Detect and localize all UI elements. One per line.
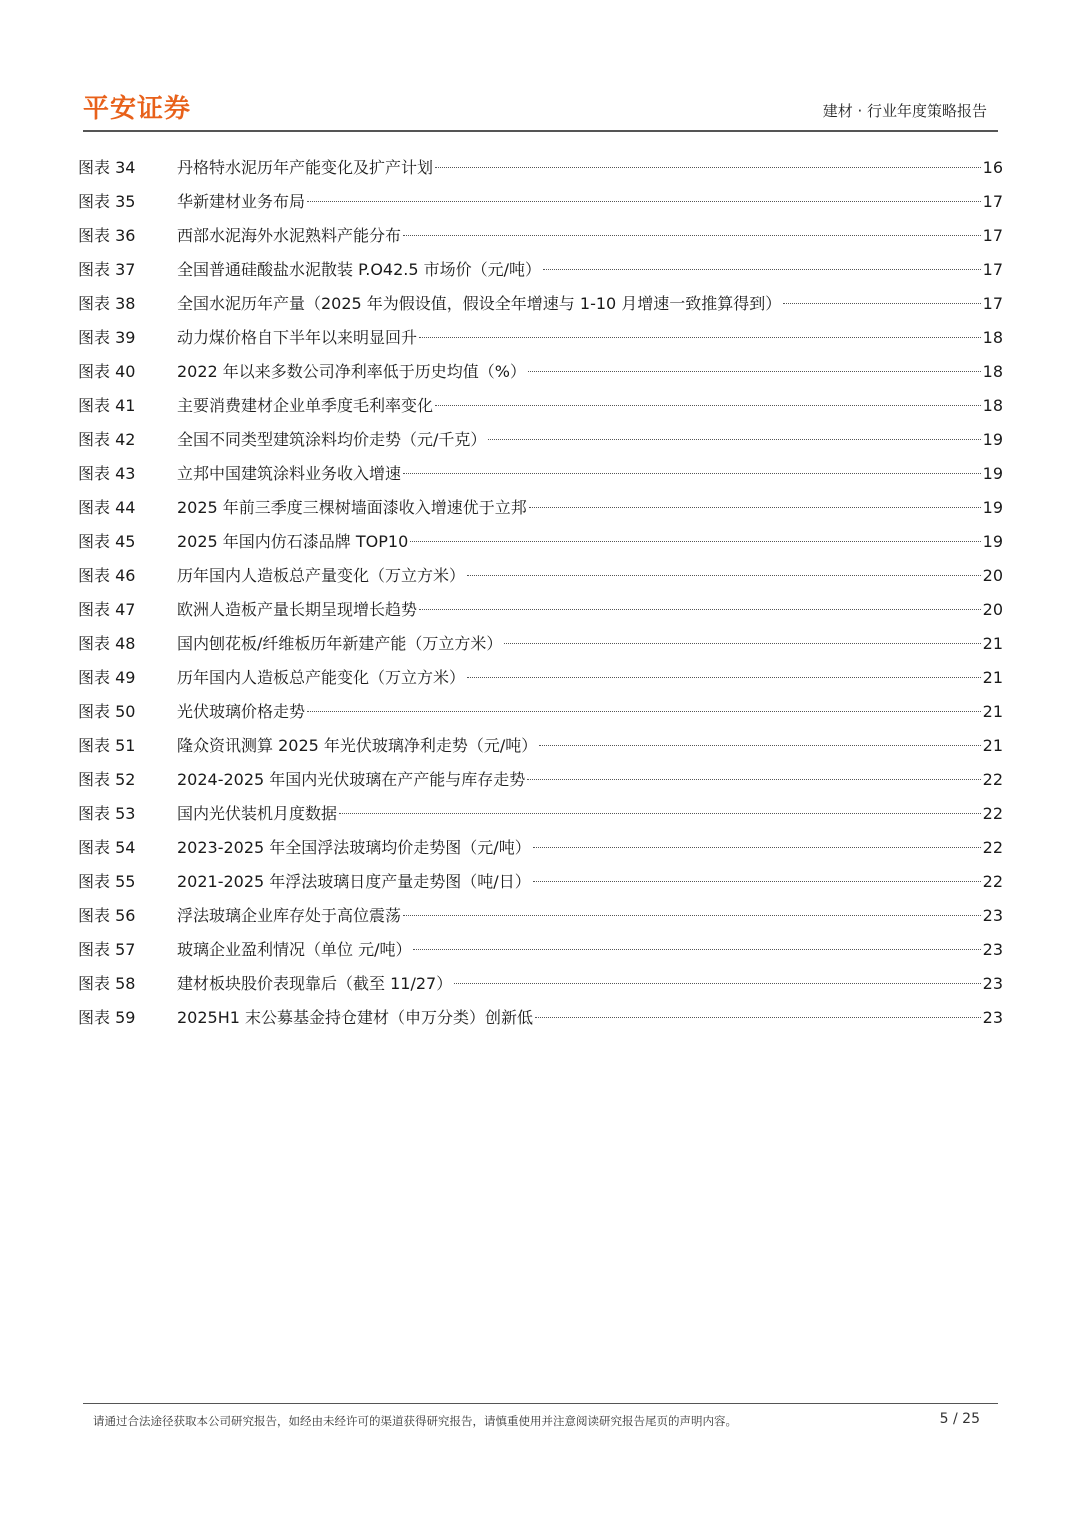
toc-entry-title: 2025H1 末公募基金持仓建材（申万分类）创新低: [177, 1008, 534, 1027]
toc-entry-title: 玻璃企业盈利情况（单位 元/吨）: [177, 940, 412, 959]
toc-entry[interactable]: [78, 1001, 1003, 1035]
company-logo: 平安证券: [83, 94, 192, 124]
toc-entry-title: 2025 年国内仿石漆品牌 TOP10: [177, 532, 409, 551]
toc-dot-leader: [529, 507, 981, 508]
toc-entry-title: 光伏玻璃价格走势: [177, 702, 306, 721]
toc-entry[interactable]: [78, 253, 1003, 287]
toc-entry-title: 2023-2025 年全国浮法玻璃均价走势图（元/吨）: [177, 838, 531, 857]
toc-dot-leader: [435, 405, 981, 406]
report-type: 建材 · 行业年度策略报告: [822, 102, 987, 120]
toc-entry-page: 20: [982, 600, 1003, 619]
toc-entry-title: 动力煤价格自下半年以来明显回升: [177, 328, 418, 347]
toc-entry-label: 图表 36: [78, 226, 136, 245]
toc-entry-page: 21: [982, 668, 1003, 687]
toc-entry-label: 图表 40: [78, 362, 136, 381]
toc-entry-title: 立邦中国建筑涂料业务收入增速: [177, 464, 402, 483]
toc-entry-title: 华新建材业务布局: [177, 192, 306, 211]
toc-entry-page: 17: [982, 294, 1003, 313]
toc-entry[interactable]: [78, 151, 1003, 185]
toc-entry[interactable]: [78, 457, 1003, 491]
toc-dot-leader: [467, 575, 981, 576]
toc-entry-page: 21: [982, 702, 1003, 721]
toc-dot-leader: [410, 541, 980, 542]
toc-entry-page: 17: [982, 260, 1003, 279]
toc-entry-page: 19: [982, 430, 1003, 449]
toc-entry-label: 图表 43: [78, 464, 136, 483]
toc-dot-leader: [403, 235, 981, 236]
toc-entry-title: 主要消费建材企业单季度毛利率变化: [177, 396, 434, 415]
toc-dot-leader: [543, 269, 981, 270]
toc-entry-label: 图表 45: [78, 532, 136, 551]
toc-entry-page: 22: [982, 872, 1003, 891]
toc-entry-title: 全国普通硅酸盐水泥散装 P.O42.5 市场价（元/吨）: [177, 260, 542, 279]
toc-entry-page: 19: [982, 532, 1003, 551]
toc-dot-leader: [783, 303, 980, 304]
toc-dot-leader: [339, 813, 981, 814]
toc-entry-page: 22: [982, 804, 1003, 823]
toc-entry-label: 图表 53: [78, 804, 136, 823]
toc-entry-title: 历年国内人造板总产能变化（万立方米）: [177, 668, 466, 687]
toc-entry-label: 图表 58: [78, 974, 136, 993]
toc-entry[interactable]: [78, 321, 1003, 355]
toc-entry[interactable]: [78, 559, 1003, 593]
toc-entry-title: 2025 年前三季度三棵树墙面漆收入增速优于立邦: [177, 498, 527, 517]
toc-entry-page: 18: [982, 396, 1003, 415]
toc-dot-leader: [403, 915, 981, 916]
toc-entry-label: 图表 57: [78, 940, 136, 959]
toc-entry-label: 图表 54: [78, 838, 136, 857]
toc-entry-page: 21: [982, 736, 1003, 755]
toc-dot-leader: [539, 745, 980, 746]
toc-dot-leader: [307, 711, 981, 712]
toc-entry-page: 22: [982, 770, 1003, 789]
toc-entry-page: 17: [982, 192, 1003, 211]
toc-dot-leader: [527, 779, 980, 780]
toc-entry-page: 19: [982, 464, 1003, 483]
toc-entry-label: 图表 37: [78, 260, 136, 279]
toc-dot-leader: [454, 983, 980, 984]
toc-entry[interactable]: [78, 967, 1003, 1001]
toc-entry-page: 23: [982, 940, 1003, 959]
toc-entry-label: 图表 34: [78, 158, 136, 177]
toc-entry[interactable]: [78, 797, 1003, 831]
toc-entry-label: 图表 35: [78, 192, 136, 211]
toc-entry-page: 18: [982, 362, 1003, 381]
toc-entry-title: 丹格特水泥历年产能变化及扩产计划: [177, 158, 434, 177]
toc-dot-leader: [413, 949, 980, 950]
toc-entry-title: 浮法玻璃企业库存处于高位震荡: [177, 906, 402, 925]
toc-entry[interactable]: [78, 389, 1003, 423]
toc-dot-leader: [403, 473, 981, 474]
toc-dot-leader: [504, 643, 980, 644]
toc-entry[interactable]: [78, 729, 1003, 763]
toc-entry-title: 国内光伏装机月度数据: [177, 804, 338, 823]
toc-entry-label: 图表 47: [78, 600, 136, 619]
header-divider: [83, 130, 998, 132]
toc-entry[interactable]: [78, 695, 1003, 729]
toc-dot-leader: [488, 439, 980, 440]
toc-entry-title: 国内刨花板/纤维板历年新建产能（万立方米）: [177, 634, 503, 653]
toc-dot-leader: [419, 609, 981, 610]
toc-entry[interactable]: [78, 185, 1003, 219]
toc-entry[interactable]: [78, 423, 1003, 457]
toc-entry[interactable]: [78, 661, 1003, 695]
figure-toc-list: [78, 151, 1003, 1035]
toc-entry-page: 22: [982, 838, 1003, 857]
toc-entry-label: 图表 46: [78, 566, 136, 585]
toc-entry[interactable]: [78, 219, 1003, 253]
toc-entry[interactable]: [78, 933, 1003, 967]
toc-entry-page: 23: [982, 906, 1003, 925]
toc-entry[interactable]: [78, 525, 1003, 559]
toc-entry-page: 17: [982, 226, 1003, 245]
toc-entry-label: 图表 49: [78, 668, 136, 687]
toc-entry[interactable]: [78, 865, 1003, 899]
footer-divider: [83, 1403, 998, 1404]
toc-entry-label: 图表 56: [78, 906, 136, 925]
toc-dot-leader: [528, 371, 981, 372]
toc-dot-leader: [419, 337, 981, 338]
toc-entry-title: 2022 年以来多数公司净利率低于历史均值（%）: [177, 362, 527, 381]
toc-entry-label: 图表 50: [78, 702, 136, 721]
toc-entry-label: 图表 59: [78, 1008, 136, 1027]
toc-entry[interactable]: [78, 831, 1003, 865]
toc-entry-label: 图表 39: [78, 328, 136, 347]
toc-entry[interactable]: [78, 899, 1003, 933]
footer-disclaimer: 请通过合法途径获取本公司研究报告，如经由未经许可的渠道获得研究报告，请慎重使用并注意阅读研究报告尾页的声明内容。: [93, 1414, 737, 1428]
toc-entry-label: 图表 52: [78, 770, 136, 789]
page-number: 5 / 25: [939, 1411, 980, 1427]
toc-entry[interactable]: [78, 627, 1003, 661]
toc-dot-leader: [533, 847, 981, 848]
toc-entry-title: 2024-2025 年国内光伏玻璃在产产能与库存走势: [177, 770, 526, 789]
toc-entry-page: 19: [982, 498, 1003, 517]
toc-entry-label: 图表 55: [78, 872, 136, 891]
toc-entry-page: 18: [982, 328, 1003, 347]
toc-dot-leader: [435, 167, 981, 168]
toc-entry-page: 23: [982, 974, 1003, 993]
toc-entry-page: 23: [982, 1008, 1003, 1027]
toc-entry[interactable]: [78, 491, 1003, 525]
toc-entry-title: 隆众资讯测算 2025 年光伏玻璃净利走势（元/吨）: [177, 736, 538, 755]
toc-entry-title: 西部水泥海外水泥熟料产能分布: [177, 226, 402, 245]
toc-entry[interactable]: [78, 287, 1003, 321]
toc-entry-title: 全国水泥历年产量（2025 年为假设值，假设全年增速与 1-10 月增速一致推算得到）: [177, 294, 782, 313]
toc-dot-leader: [535, 1017, 981, 1018]
toc-entry-page: 20: [982, 566, 1003, 585]
toc-entry-label: 图表 48: [78, 634, 136, 653]
toc-entry-label: 图表 42: [78, 430, 136, 449]
toc-entry-title: 历年国内人造板总产量变化（万立方米）: [177, 566, 466, 585]
toc-entry-title: 2021-2025 年浮法玻璃日度产量走势图（吨/日）: [177, 872, 531, 891]
toc-entry-label: 图表 44: [78, 498, 136, 517]
toc-entry-title: 欧洲人造板产量长期呈现增长趋势: [177, 600, 418, 619]
toc-entry-label: 图表 51: [78, 736, 136, 755]
toc-entry[interactable]: [78, 763, 1003, 797]
toc-entry[interactable]: [78, 593, 1003, 627]
toc-entry-title: 建材板块股价表现靠后（截至 11/27）: [177, 974, 453, 993]
toc-dot-leader: [307, 201, 981, 202]
toc-dot-leader: [533, 881, 981, 882]
toc-entry[interactable]: [78, 355, 1003, 389]
toc-entry-page: 16: [982, 158, 1003, 177]
toc-entry-title: 全国不同类型建筑涂料均价走势（元/千克）: [177, 430, 487, 449]
toc-entry-label: 图表 38: [78, 294, 136, 313]
toc-entry-page: 21: [982, 634, 1003, 653]
toc-entry-label: 图表 41: [78, 396, 136, 415]
toc-dot-leader: [467, 677, 981, 678]
